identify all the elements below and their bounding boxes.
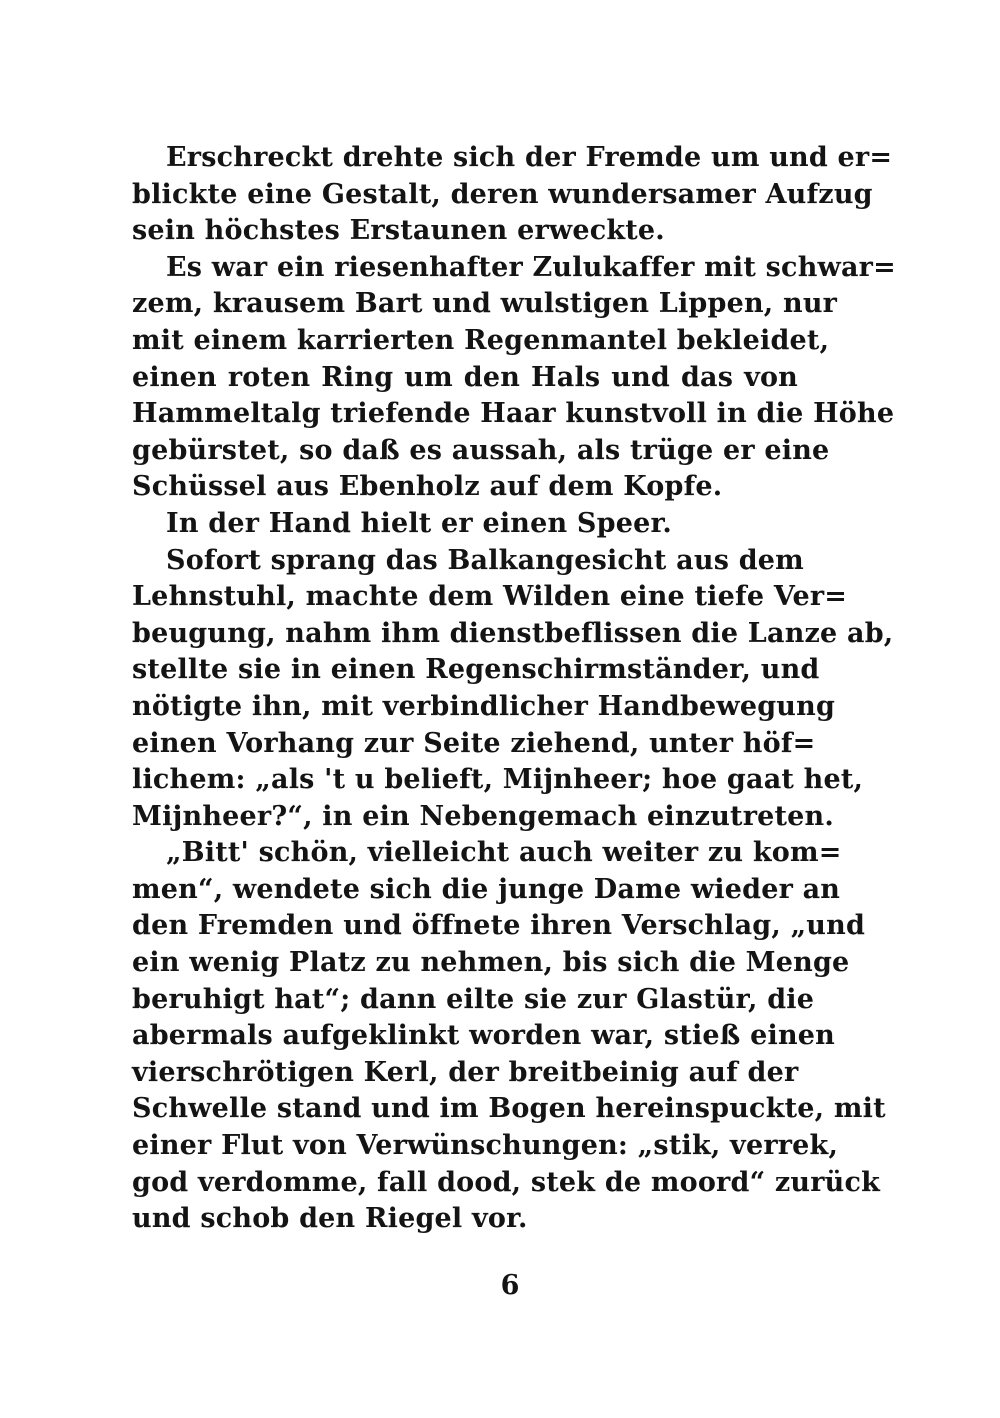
text-line: Schüssel aus Ebenholz auf dem Kopfe. bbox=[132, 471, 723, 503]
paragraph-2 bbox=[132, 250, 896, 506]
text-line: abermals aufgeklinkt worden war, stieß einen bbox=[132, 1020, 835, 1052]
text-line: men“, wendete sich die junge Dame wieder an bbox=[132, 873, 841, 905]
text-line: gebürstet, so daß es aussah, als trüge er eine bbox=[132, 434, 830, 466]
paragraph-1 bbox=[132, 140, 893, 250]
text-line: vierschrötigen Kerl, der breitbeinig auf der bbox=[132, 1056, 799, 1088]
body-text bbox=[132, 140, 896, 1238]
text-line: stellte sie in einen Regenschirmständer, und bbox=[132, 654, 820, 686]
text-line: god verdomme, fall dood, stek de moord“ zurück bbox=[132, 1166, 881, 1198]
paragraph-4 bbox=[132, 543, 894, 836]
text-line: beruhigt hat“; dann eilte sie zur Glastür, die bbox=[132, 983, 815, 1015]
paragraph-3 bbox=[132, 506, 798, 543]
text-line: blickte eine Gestalt, deren wundersamer Aufzug bbox=[132, 178, 873, 210]
text-line: ein wenig Platz zu nehmen, bis sich die Menge bbox=[132, 947, 850, 979]
text-line: Schwelle stand und im Bogen hereinspuckte, mit bbox=[132, 1093, 886, 1125]
text-line: einen roten Ring um den Hals und das von bbox=[132, 361, 798, 393]
text-line: Mijnheer?“, in ein Nebengemach einzutreten. bbox=[132, 800, 834, 832]
text-line: Lehnstuhl, machte dem Wilden eine tiefe Ver= bbox=[132, 581, 848, 613]
text-line: Erschreckt drehte sich der Fremde um und er= bbox=[166, 142, 893, 173]
text-line: zem, krausem Bart und wulstigen Lippen, nur bbox=[132, 288, 838, 320]
text-line: einen Vorhang zur Seite ziehend, unter höf= bbox=[132, 727, 816, 759]
text-line: sein höchstes Erstaunen erweckte. bbox=[132, 215, 665, 247]
text-line: „Bitt' schön, vielleicht auch weiter zu kom= bbox=[166, 837, 842, 869]
paragraph-5 bbox=[132, 835, 886, 1238]
text-line: Hammeltalg triefende Haar kunstvoll in die Höhe bbox=[132, 398, 895, 430]
text-line: In der Hand hielt er einen Speer. bbox=[166, 507, 673, 539]
page-number: 6 bbox=[500, 1270, 520, 1301]
text-line: und schob den Riegel vor. bbox=[132, 1203, 528, 1235]
text-line: beugung, nahm ihm dienstbeflissen die Lanze ab, bbox=[132, 617, 894, 649]
text-line: nötigte ihn, mit verbindlicher Handbewegung bbox=[132, 690, 836, 722]
text-line: Sofort sprang das Balkangesicht aus dem bbox=[166, 544, 804, 576]
text-line: lichem: „als 't u belieft, Mijnheer; hoe gaat het, bbox=[132, 764, 864, 796]
text-line: einer Flut von Verwünschungen: „stik, verrek, bbox=[132, 1130, 839, 1162]
text-line: den Fremden und öffnete ihren Verschlag, „und bbox=[132, 910, 866, 942]
text-line: Es war ein riesenhafter Zulukaffer mit schwar= bbox=[166, 251, 896, 283]
text-line: mit einem karrierten Regenmantel bekleidet, bbox=[132, 324, 830, 356]
